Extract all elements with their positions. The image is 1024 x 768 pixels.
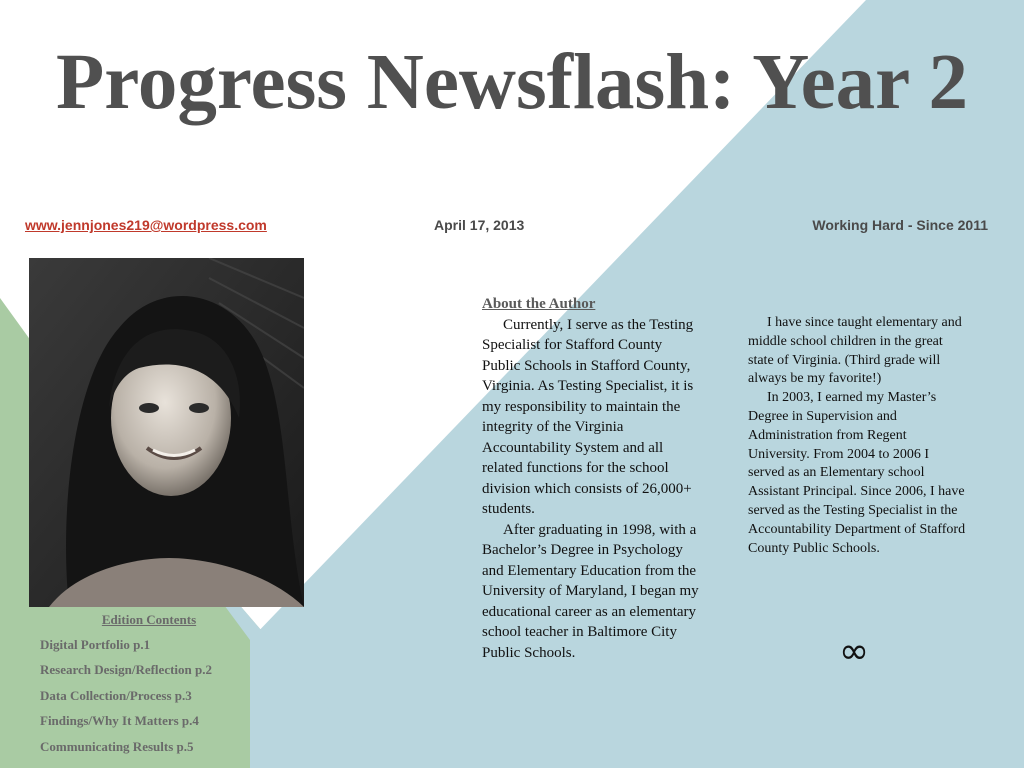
website-link[interactable]: www.jennjones219@wordpress.com bbox=[25, 217, 267, 233]
tagline: Working Hard - Since 2011 bbox=[812, 217, 988, 233]
about-paragraph: In 2003, I earned my Master’s Degree in Supervision and Administration from Regent University. From 2004 to 2006 I served as an Elementary school Assistant Principal. Since 2006, I have served as the Testing Specialist in the Accountability Department of Stafford County Public Schools. bbox=[748, 390, 966, 556]
toc-item-data-collection[interactable]: Data Collection/Process p.3 bbox=[40, 687, 192, 703]
issue-date: April 17, 2013 bbox=[434, 217, 525, 233]
author-photo bbox=[29, 258, 304, 607]
about-paragraph: Currently, I serve as the Testing Specialist for Stafford County Public Schools in Stafford County, Virginia. As Testing Specialist, it is my responsibility to maintain the integrity of the Virginia Accountability System and all related functions for the school division which consists of 26,000+ students. bbox=[482, 316, 694, 517]
about-paragraph: After graduating in 1998, with a Bachelor’s Degree in Psychology and Elementary Education from the University of Maryland, I began my educational career as an elementary school teacher in Baltimore City Public Schools. bbox=[482, 521, 699, 661]
infinity-icon: ∞ bbox=[839, 631, 869, 672]
about-author-column-1 bbox=[482, 294, 702, 663]
toc-item-research-design[interactable]: Research Design/Reflection p.2 bbox=[40, 662, 212, 678]
toc-item-findings[interactable]: Findings/Why It Matters p.4 bbox=[40, 713, 199, 729]
edition-contents bbox=[40, 612, 300, 764]
toc-item-digital-portfolio[interactable]: Digital Portfolio p.1 bbox=[40, 637, 151, 652]
about-author-heading: About the Author bbox=[482, 296, 596, 312]
page-title: Progress Newsflash: Year 2 bbox=[55, 39, 969, 126]
portrait-photo-icon bbox=[29, 258, 304, 607]
toc-item-communicating-results[interactable]: Communicating Results p.5 bbox=[40, 738, 194, 754]
about-author-column-2 bbox=[748, 314, 966, 558]
edition-contents-heading: Edition Contents bbox=[101, 612, 197, 627]
about-paragraph: I have since taught elementary and middle school children in the great state of Virginia. (Third grade will always be my favorite!) bbox=[748, 315, 962, 387]
